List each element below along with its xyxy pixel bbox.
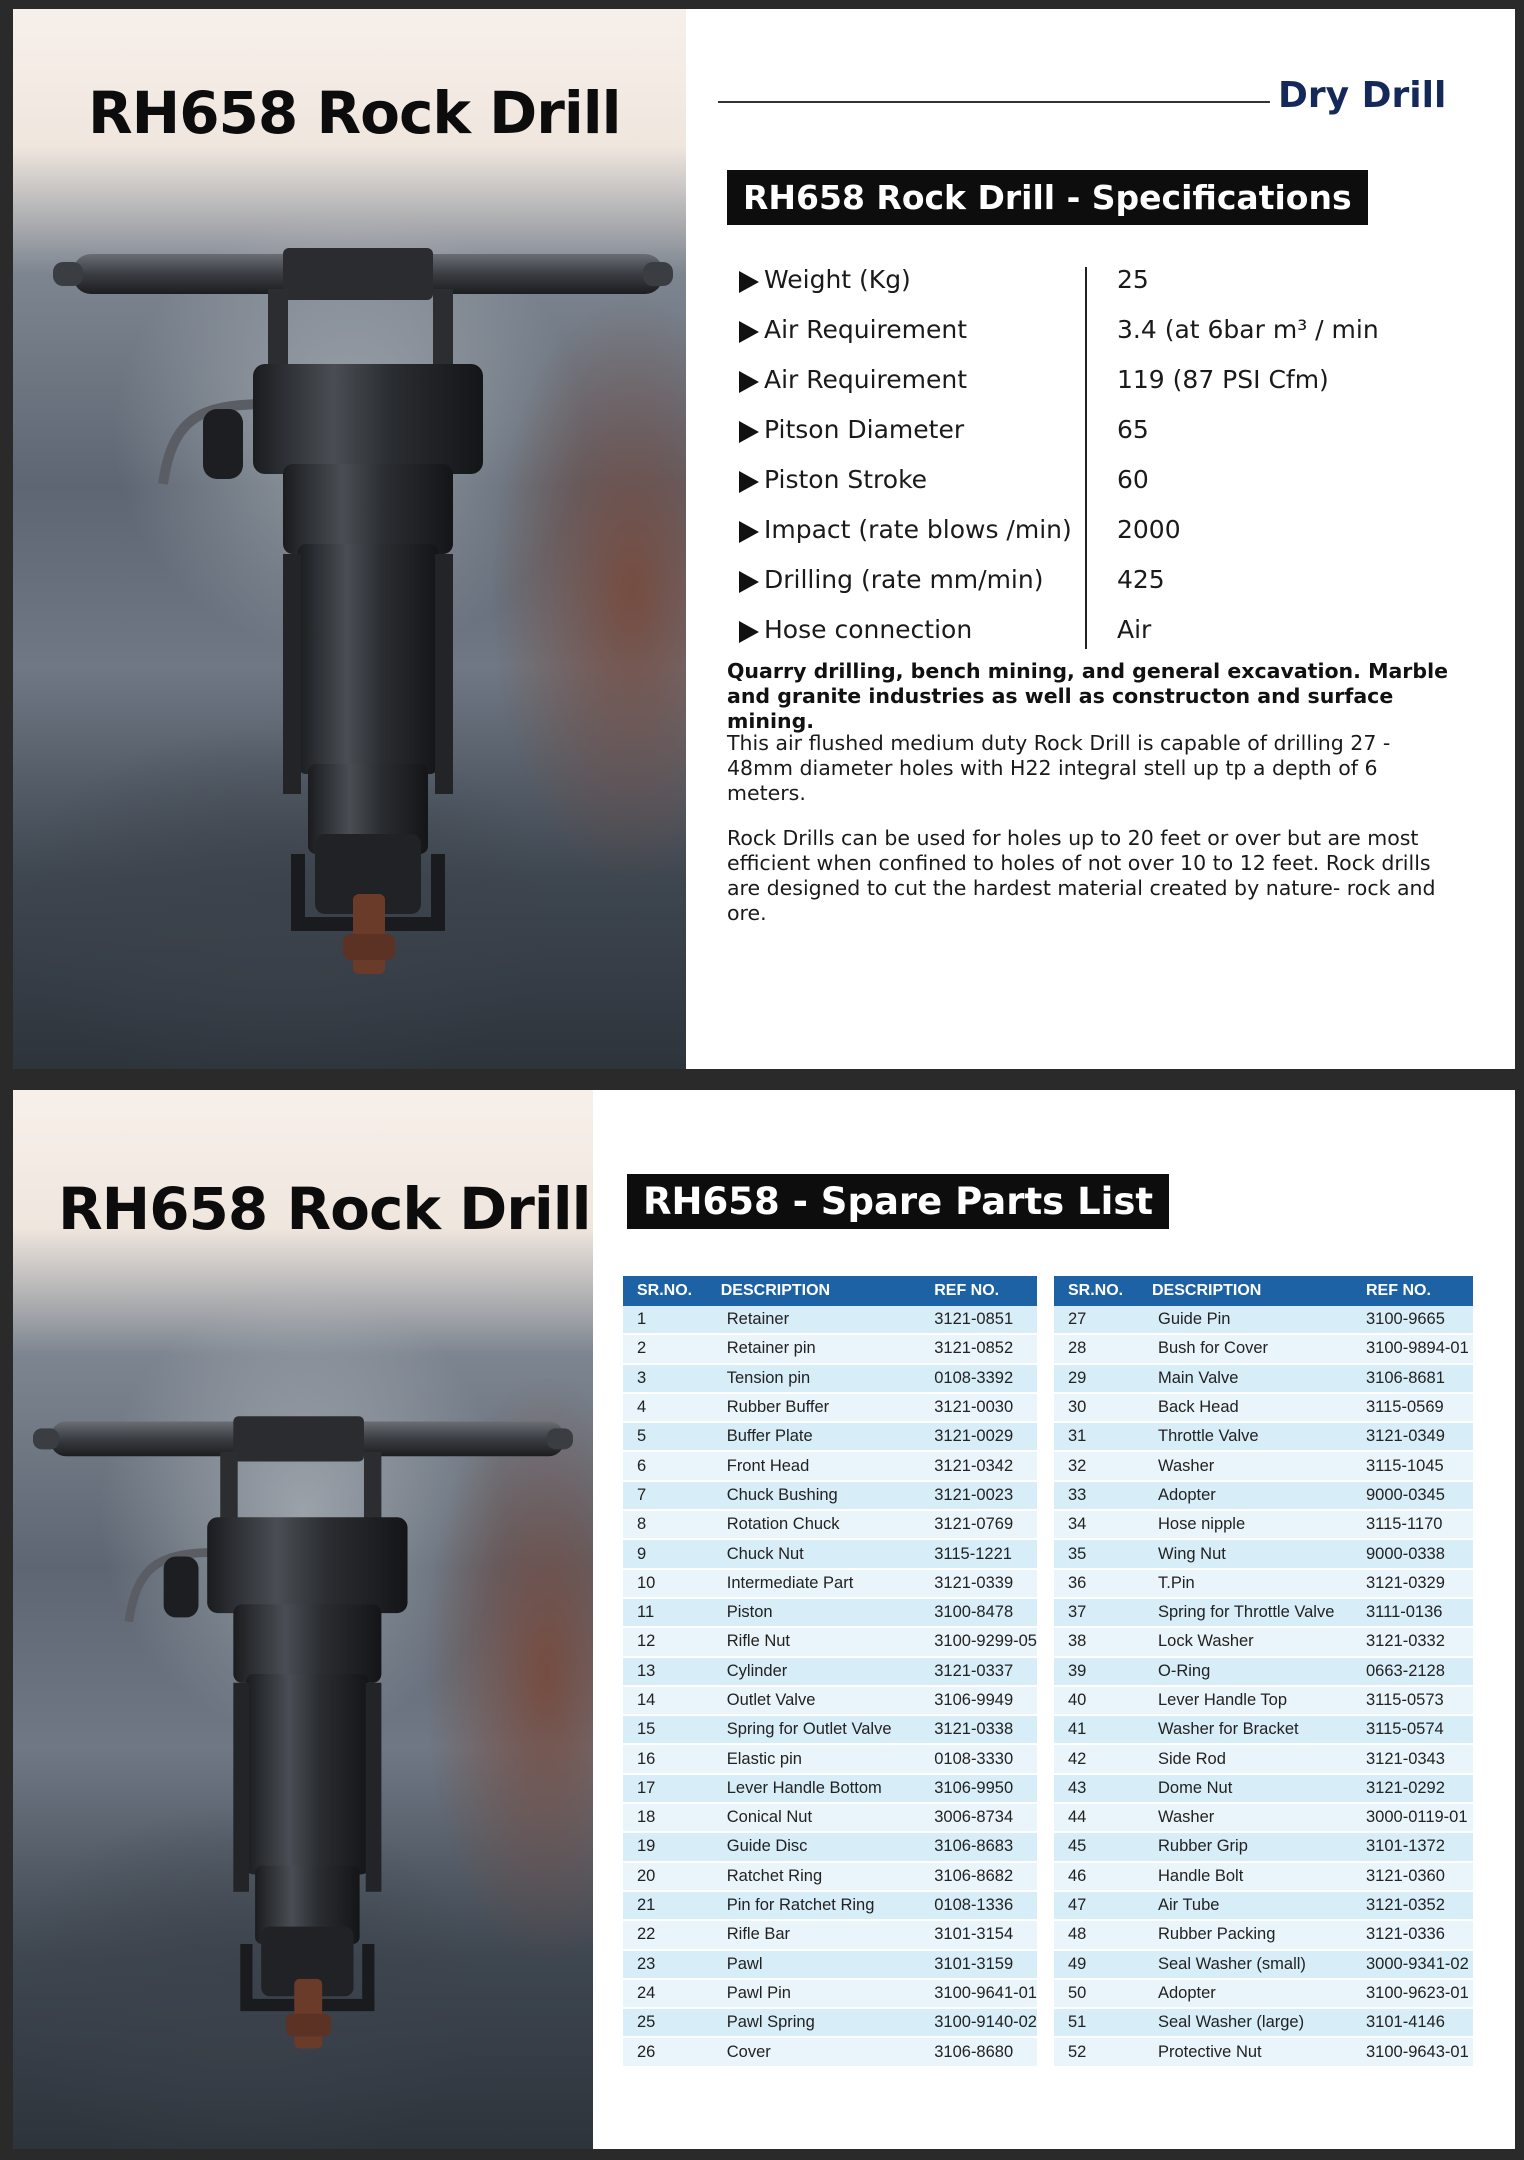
table-row xyxy=(623,1803,1037,1832)
cell-ref: 3106-8682 xyxy=(920,1862,1037,1891)
cell-sr: 37 xyxy=(1054,1598,1138,1627)
table-row xyxy=(1054,1950,1473,1979)
cell-description: Air Tube xyxy=(1138,1891,1352,1920)
cell-description: Conical Nut xyxy=(707,1803,921,1832)
cell-sr: 29 xyxy=(1054,1364,1138,1393)
cell-sr: 35 xyxy=(1054,1539,1138,1568)
product-photo-area xyxy=(13,9,686,1069)
table-row xyxy=(1054,1891,1473,1920)
cell-ref: 3121-0023 xyxy=(920,1481,1037,1510)
spec-label: Pitson Diameter xyxy=(764,415,965,444)
cell-sr: 45 xyxy=(1054,1832,1138,1861)
cell-description: Cylinder xyxy=(707,1657,921,1686)
spare-parts-table-right xyxy=(1054,1276,1473,2068)
cell-ref: 3121-0360 xyxy=(1352,1862,1473,1891)
cell-description: Rifle Bar xyxy=(707,1920,921,1949)
table-row xyxy=(623,1539,1037,1568)
cell-sr: 15 xyxy=(623,1715,707,1744)
description-paragraph: This air flushed medium duty Rock Drill is capable of drilling 27 - 48mm diameter holes with H22 integral stell up tp a depth of 6 meters. xyxy=(727,731,1391,805)
table-row xyxy=(1054,1803,1473,1832)
spec-row-air-requirement xyxy=(727,309,1487,359)
cell-sr: 41 xyxy=(1054,1715,1138,1744)
table-row xyxy=(623,1715,1037,1744)
table-row xyxy=(623,1950,1037,1979)
parts-rows-left xyxy=(623,1306,1037,2067)
table-row xyxy=(623,2037,1037,2066)
cell-ref: 3106-9950 xyxy=(920,1774,1037,1803)
table-row xyxy=(623,1686,1037,1715)
table-row xyxy=(1054,1306,1473,1334)
table-row xyxy=(1054,2008,1473,2037)
cell-sr: 40 xyxy=(1054,1686,1138,1715)
table-row xyxy=(623,1451,1037,1480)
cell-ref: 3121-0329 xyxy=(1352,1569,1473,1598)
cell-ref: 3121-0337 xyxy=(920,1657,1037,1686)
cell-sr: 25 xyxy=(623,2008,707,2037)
cell-ref: 3121-0352 xyxy=(1352,1891,1473,1920)
table-row xyxy=(1054,1569,1473,1598)
cell-sr: 4 xyxy=(623,1393,707,1422)
cell-sr: 10 xyxy=(623,1569,707,1598)
cell-description: Seal Washer (small) xyxy=(1138,1950,1352,1979)
table-row xyxy=(1054,1715,1473,1744)
cell-ref: 3121-0851 xyxy=(920,1306,1037,1334)
arrow-bullet-icon xyxy=(739,321,759,343)
column-header-sr: SR.NO. xyxy=(623,1276,707,1306)
cell-sr: 30 xyxy=(1054,1393,1138,1422)
cell-description: Protective Nut xyxy=(1138,2037,1352,2066)
column-header-description: DESCRIPTION xyxy=(707,1276,921,1306)
arrow-bullet-icon xyxy=(739,621,759,643)
cell-ref: 3100-9299-05 xyxy=(920,1627,1037,1656)
arrow-bullet-icon xyxy=(739,471,759,493)
cell-ref: 3111-0136 xyxy=(1352,1598,1473,1627)
table-row xyxy=(623,1774,1037,1803)
cell-sr: 1 xyxy=(623,1306,707,1334)
cell-description: Spring for Outlet Valve xyxy=(707,1715,921,1744)
cell-description: Wing Nut xyxy=(1138,1539,1352,1568)
specifications-panel xyxy=(13,9,1515,1069)
product-title: RH658 Rock Drill xyxy=(58,1175,591,1243)
cell-sr: 27 xyxy=(1054,1306,1138,1334)
arrow-bullet-icon xyxy=(739,371,759,393)
cell-sr: 38 xyxy=(1054,1627,1138,1656)
cell-ref: 3115-1221 xyxy=(920,1539,1037,1568)
spec-label: Air Requirement xyxy=(764,315,968,344)
spec-value: 65 xyxy=(1117,415,1149,444)
cell-description: Washer xyxy=(1138,1803,1352,1832)
cell-description: Washer for Bracket xyxy=(1138,1715,1352,1744)
cell-description: Lever Handle Top xyxy=(1138,1686,1352,1715)
cell-ref: 3115-1045 xyxy=(1352,1451,1473,1480)
cell-description: Tension pin xyxy=(707,1364,921,1393)
cell-description: Pawl Pin xyxy=(707,1979,921,2008)
cell-sr: 24 xyxy=(623,1979,707,2008)
cell-description: Dome Nut xyxy=(1138,1774,1352,1803)
table-row xyxy=(1054,1393,1473,1422)
cell-sr: 7 xyxy=(623,1481,707,1510)
drill-category: Dry Drill xyxy=(1278,75,1447,116)
table-row xyxy=(1054,1657,1473,1686)
cell-sr: 51 xyxy=(1054,2008,1138,2037)
table-row xyxy=(1054,1862,1473,1891)
cell-ref: 3100-9623-01 xyxy=(1352,1979,1473,2008)
cell-sr: 23 xyxy=(623,1950,707,1979)
cell-ref: 3115-0574 xyxy=(1352,1715,1473,1744)
cell-ref: 3121-0029 xyxy=(920,1422,1037,1451)
spec-value: 60 xyxy=(1117,465,1149,494)
table-row xyxy=(1054,1510,1473,1539)
cell-sr: 33 xyxy=(1054,1481,1138,1510)
cell-ref: 9000-0338 xyxy=(1352,1539,1473,1568)
cell-sr: 2 xyxy=(623,1334,707,1363)
cell-sr: 26 xyxy=(623,2037,707,2066)
table-row xyxy=(623,1744,1037,1773)
spec-row-piston-stroke xyxy=(727,459,1487,509)
column-header-ref: REF NO. xyxy=(1352,1276,1473,1306)
cell-sr: 49 xyxy=(1054,1950,1138,1979)
cell-description: Handle Bolt xyxy=(1138,1862,1352,1891)
cell-description: Rubber Packing xyxy=(1138,1920,1352,1949)
table-row xyxy=(623,1393,1037,1422)
cell-description: Pawl xyxy=(707,1950,921,1979)
cell-ref: 3101-3154 xyxy=(920,1920,1037,1949)
cell-ref: 3100-9140-02 xyxy=(920,2008,1037,2037)
cell-ref: 3121-0292 xyxy=(1352,1774,1473,1803)
table-row xyxy=(623,1657,1037,1686)
cell-sr: 14 xyxy=(623,1686,707,1715)
cell-sr: 22 xyxy=(623,1920,707,1949)
spec-label: Impact (rate blows /min) xyxy=(764,515,1072,544)
table-row xyxy=(1054,1686,1473,1715)
product-photo-area xyxy=(13,1090,593,2149)
cell-ref: 0663-2128 xyxy=(1352,1657,1473,1686)
spec-label: Piston Stroke xyxy=(764,465,928,494)
cell-description: Bush for Cover xyxy=(1138,1334,1352,1363)
cell-description: Adopter xyxy=(1138,1481,1352,1510)
cell-ref: 3100-9643-01 xyxy=(1352,2037,1473,2066)
cell-sr: 42 xyxy=(1054,1744,1138,1773)
spec-value: 2000 xyxy=(1117,515,1181,544)
cell-description: Side Rod xyxy=(1138,1744,1352,1773)
cell-description: Hose nipple xyxy=(1138,1510,1352,1539)
spare-parts-table-left xyxy=(623,1276,1037,2068)
arrow-bullet-icon xyxy=(739,521,759,543)
cell-ref: 3121-0339 xyxy=(920,1569,1037,1598)
table-header-row xyxy=(623,1276,1037,1306)
cell-description: Front Head xyxy=(707,1451,921,1480)
cell-ref: 3121-0336 xyxy=(1352,1920,1473,1949)
table-row xyxy=(1054,1774,1473,1803)
spec-value: 119 (87 PSI Cfm) xyxy=(1117,365,1329,394)
cell-sr: 3 xyxy=(623,1364,707,1393)
table-row xyxy=(1054,1451,1473,1480)
cell-description: Seal Washer (large) xyxy=(1138,2008,1352,2037)
cell-ref: 3100-9665 xyxy=(1352,1306,1473,1334)
cell-description: Retainer pin xyxy=(707,1334,921,1363)
spec-label: Drilling (rate mm/min) xyxy=(764,565,1044,594)
cell-ref: 0108-1336 xyxy=(920,1891,1037,1920)
cell-ref: 3100-9894-01 xyxy=(1352,1334,1473,1363)
cell-sr: 52 xyxy=(1054,2037,1138,2066)
table-header-row xyxy=(1054,1276,1473,1306)
cell-ref: 3121-0852 xyxy=(920,1334,1037,1363)
cell-ref: 3115-1170 xyxy=(1352,1510,1473,1539)
cell-description: Retainer xyxy=(707,1306,921,1334)
cell-sr: 48 xyxy=(1054,1920,1138,1949)
table-row xyxy=(623,1364,1037,1393)
cell-description: Piston xyxy=(707,1598,921,1627)
cell-sr: 36 xyxy=(1054,1569,1138,1598)
spec-row-drilling-rate xyxy=(727,559,1487,609)
cell-sr: 6 xyxy=(623,1451,707,1480)
cell-description: Ratchet Ring xyxy=(707,1862,921,1891)
cell-description: Rubber Grip xyxy=(1138,1832,1352,1861)
table-row xyxy=(1054,1744,1473,1773)
cell-sr: 20 xyxy=(623,1862,707,1891)
specifications-list xyxy=(727,259,1487,659)
table-row xyxy=(623,1334,1037,1363)
table-row xyxy=(623,1920,1037,1949)
cell-ref: 3106-9949 xyxy=(920,1686,1037,1715)
table-row xyxy=(1054,1920,1473,1949)
cell-description: Rubber Buffer xyxy=(707,1393,921,1422)
column-header-ref: REF NO. xyxy=(920,1276,1037,1306)
cell-description: T.Pin xyxy=(1138,1569,1352,1598)
cell-description: Buffer Plate xyxy=(707,1422,921,1451)
cell-ref: 3100-9641-01 xyxy=(920,1979,1037,2008)
cell-ref: 3115-0573 xyxy=(1352,1686,1473,1715)
cell-sr: 44 xyxy=(1054,1803,1138,1832)
table-row xyxy=(1054,1334,1473,1363)
cell-description: Chuck Nut xyxy=(707,1539,921,1568)
product-title: RH658 Rock Drill xyxy=(88,79,621,147)
column-header-description: DESCRIPTION xyxy=(1138,1276,1352,1306)
cell-sr: 12 xyxy=(623,1627,707,1656)
spare-parts-panel xyxy=(13,1090,1515,2149)
cell-sr: 21 xyxy=(623,1891,707,1920)
cell-description: Throttle Valve xyxy=(1138,1422,1352,1451)
cell-sr: 13 xyxy=(623,1657,707,1686)
cell-ref: 3121-0338 xyxy=(920,1715,1037,1744)
cell-description: Rotation Chuck xyxy=(707,1510,921,1539)
table-row xyxy=(1054,1364,1473,1393)
cell-sr: 5 xyxy=(623,1422,707,1451)
cell-ref: 9000-0345 xyxy=(1352,1481,1473,1510)
table-row xyxy=(623,1569,1037,1598)
cell-description: Pawl Spring xyxy=(707,2008,921,2037)
rock-drill-image xyxy=(33,1385,573,2085)
cell-description: Cover xyxy=(707,2037,921,2066)
parts-rows-right xyxy=(1054,1306,1473,2067)
cell-ref: 3121-0332 xyxy=(1352,1627,1473,1656)
cell-ref: 0108-3392 xyxy=(920,1364,1037,1393)
cell-ref: 3121-0343 xyxy=(1352,1744,1473,1773)
spec-row-air-requirement-cfm xyxy=(727,359,1487,409)
table-row xyxy=(623,1481,1037,1510)
cell-ref: 3006-8734 xyxy=(920,1803,1037,1832)
table-row xyxy=(623,1306,1037,1334)
cell-ref: 0108-3330 xyxy=(920,1744,1037,1773)
spec-row-hose-connection xyxy=(727,609,1487,659)
spec-value: Air xyxy=(1117,615,1152,644)
specifications-heading: RH658 Rock Drill - Specifications xyxy=(727,170,1368,225)
cell-sr: 9 xyxy=(623,1539,707,1568)
spare-parts-heading: RH658 - Spare Parts List xyxy=(627,1174,1169,1229)
cell-sr: 19 xyxy=(623,1832,707,1861)
cell-ref: 3000-0119-01 xyxy=(1352,1803,1473,1832)
cell-sr: 18 xyxy=(623,1803,707,1832)
spec-row-impact-rate xyxy=(727,509,1487,559)
cell-ref: 3101-1372 xyxy=(1352,1832,1473,1861)
cell-description: Rifle Nut xyxy=(707,1627,921,1656)
cell-sr: 46 xyxy=(1054,1862,1138,1891)
cell-ref: 3121-0030 xyxy=(920,1393,1037,1422)
table-row xyxy=(623,1979,1037,2008)
cell-ref: 3121-0342 xyxy=(920,1451,1037,1480)
table-row xyxy=(1054,1539,1473,1568)
spec-row-piston-diameter xyxy=(727,409,1487,459)
cell-description: Guide Pin xyxy=(1138,1306,1352,1334)
cell-ref: 3101-3159 xyxy=(920,1950,1037,1979)
table-row xyxy=(623,1598,1037,1627)
cell-sr: 43 xyxy=(1054,1774,1138,1803)
table-row xyxy=(1054,1422,1473,1451)
spec-value: 425 xyxy=(1117,565,1165,594)
spec-label: Air Requirement xyxy=(764,365,968,394)
cell-sr: 17 xyxy=(623,1774,707,1803)
applications-text: Quarry drilling, bench mining, and general excavation. Marble and granite industries as well as constructon and surface mining. xyxy=(727,659,1449,733)
table-row xyxy=(623,2008,1037,2037)
cell-description: Spring for Throttle Valve xyxy=(1138,1598,1352,1627)
table-row xyxy=(623,1832,1037,1861)
table-row xyxy=(623,1891,1037,1920)
table-row xyxy=(623,1422,1037,1451)
cell-description: Intermediate Part xyxy=(707,1569,921,1598)
cell-sr: 50 xyxy=(1054,1979,1138,2008)
spec-label: Weight (Kg) xyxy=(764,265,911,294)
cell-description: Chuck Bushing xyxy=(707,1481,921,1510)
cell-description: O-Ring xyxy=(1138,1657,1352,1686)
table-row xyxy=(1054,1598,1473,1627)
spec-value: 3.4 (at 6bar m³ / min xyxy=(1117,315,1379,344)
description-paragraph: Rock Drills can be used for holes up to 20 feet or over but are most efficient when confined to holes of not over 10 to 12 feet. Rock drills are designed to cut the hardest material created by nature- rock and ore. xyxy=(727,826,1436,925)
cell-ref: 3121-0349 xyxy=(1352,1422,1473,1451)
table-row xyxy=(623,1862,1037,1891)
table-row xyxy=(1054,1832,1473,1861)
cell-ref: 3100-8478 xyxy=(920,1598,1037,1627)
cell-sr: 31 xyxy=(1054,1422,1138,1451)
spec-value: 25 xyxy=(1117,265,1149,294)
cell-sr: 34 xyxy=(1054,1510,1138,1539)
column-header-sr: SR.NO. xyxy=(1054,1276,1138,1306)
arrow-bullet-icon xyxy=(739,271,759,293)
cell-description: Lock Washer xyxy=(1138,1627,1352,1656)
table-row xyxy=(623,1510,1037,1539)
cell-description: Guide Disc xyxy=(707,1832,921,1861)
cell-ref: 3115-0569 xyxy=(1352,1393,1473,1422)
rock-drill-image xyxy=(53,234,673,994)
cell-sr: 16 xyxy=(623,1744,707,1773)
cell-sr: 32 xyxy=(1054,1451,1138,1480)
cell-ref: 3106-8680 xyxy=(920,2037,1037,2066)
cell-description: Back Head xyxy=(1138,1393,1352,1422)
cell-description: Elastic pin xyxy=(707,1744,921,1773)
cell-ref: 3106-8683 xyxy=(920,1832,1037,1861)
cell-sr: 28 xyxy=(1054,1334,1138,1363)
cell-ref: 3121-0769 xyxy=(920,1510,1037,1539)
table-row xyxy=(623,1627,1037,1656)
cell-description: Adopter xyxy=(1138,1979,1352,2008)
table-row xyxy=(1054,1481,1473,1510)
cell-description: Washer xyxy=(1138,1451,1352,1480)
arrow-bullet-icon xyxy=(739,571,759,593)
cell-description: Outlet Valve xyxy=(707,1686,921,1715)
cell-sr: 8 xyxy=(623,1510,707,1539)
cell-description: Pin for Ratchet Ring xyxy=(707,1891,921,1920)
cell-description: Lever Handle Bottom xyxy=(707,1774,921,1803)
cell-sr: 47 xyxy=(1054,1891,1138,1920)
cell-description: Main Valve xyxy=(1138,1364,1352,1393)
cell-ref: 3000-9341-02 xyxy=(1352,1950,1473,1979)
table-row xyxy=(1054,1627,1473,1656)
cell-sr: 39 xyxy=(1054,1657,1138,1686)
title-rule xyxy=(718,101,1270,103)
arrow-bullet-icon xyxy=(739,421,759,443)
cell-ref: 3106-8681 xyxy=(1352,1364,1473,1393)
spec-row-weight xyxy=(727,259,1487,309)
table-row xyxy=(1054,1979,1473,2008)
cell-ref: 3101-4146 xyxy=(1352,2008,1473,2037)
table-row xyxy=(1054,2037,1473,2066)
spec-label: Hose connection xyxy=(764,615,973,644)
cell-sr: 11 xyxy=(623,1598,707,1627)
